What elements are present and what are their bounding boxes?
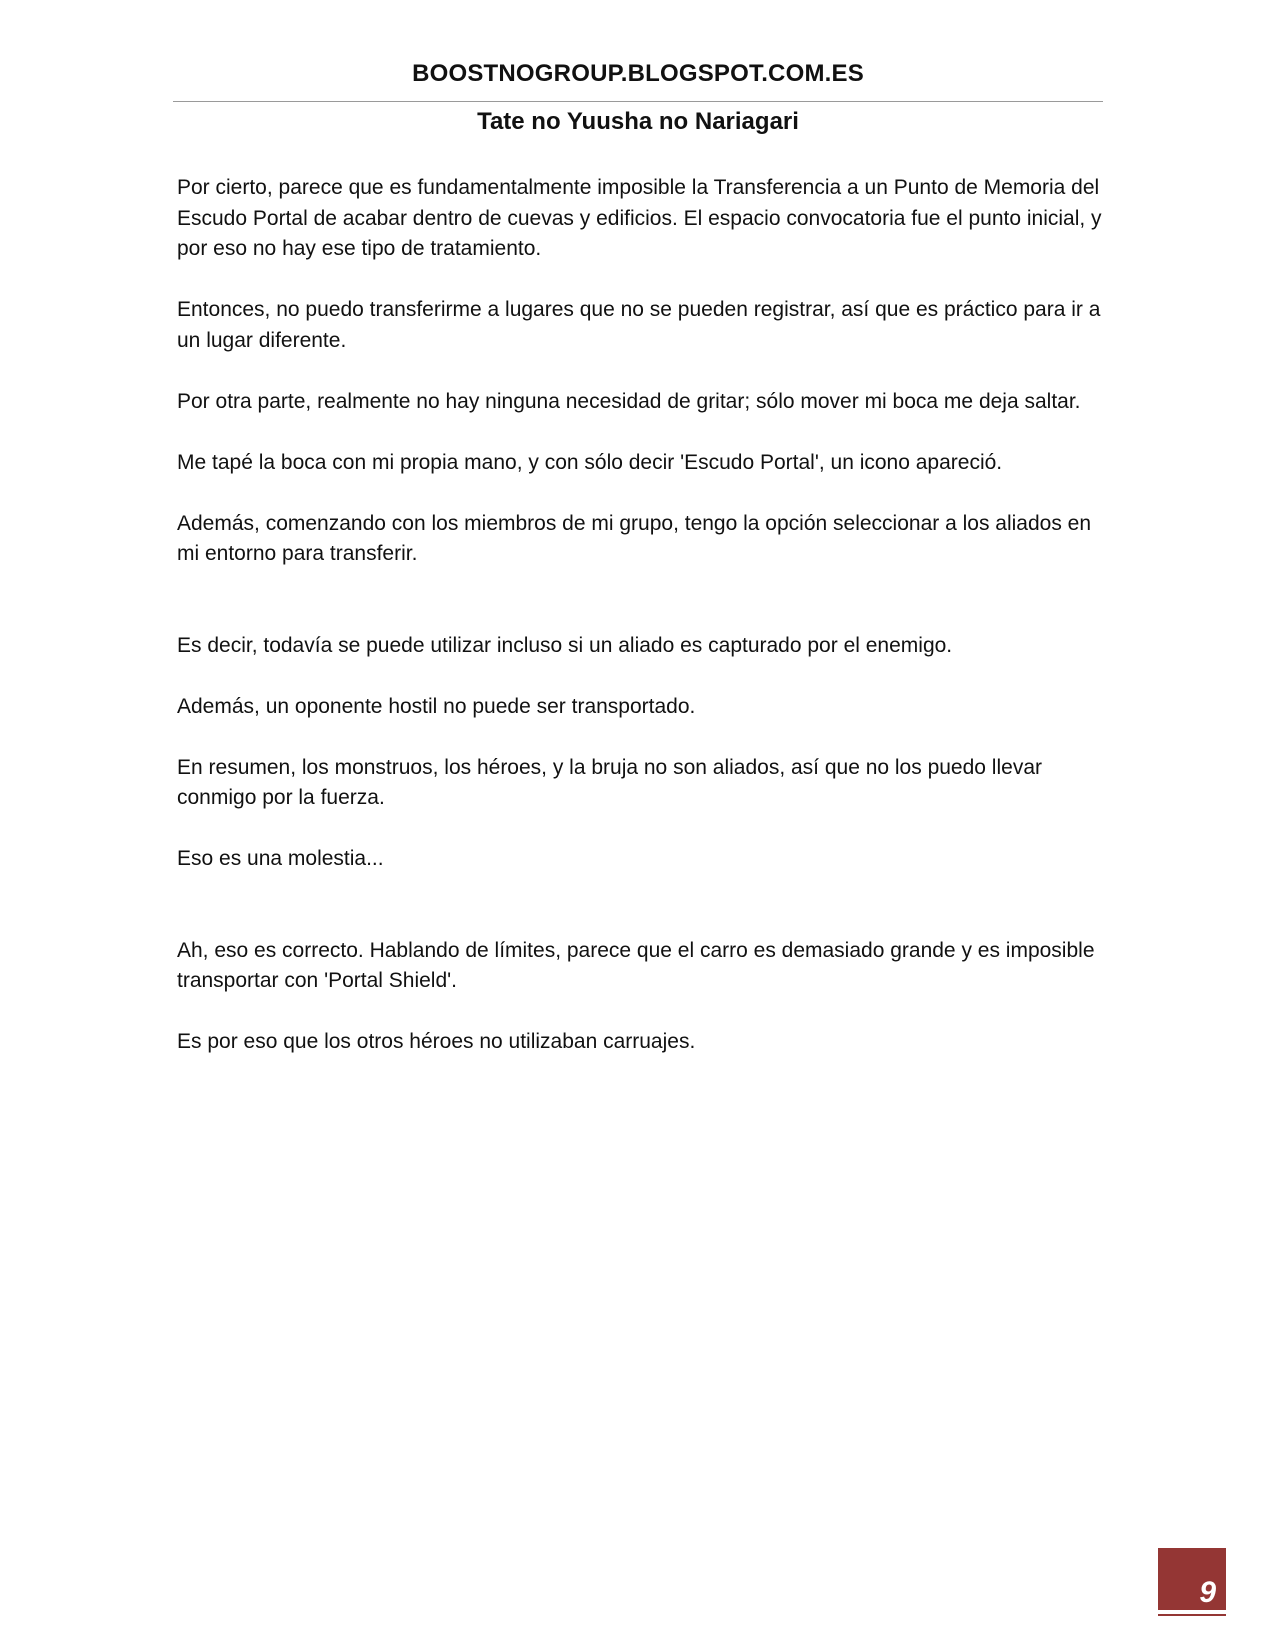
page-number: 9: [1199, 1576, 1216, 1609]
header-divider: [173, 101, 1103, 102]
paragraph: En resumen, los monstruos, los héroes, y la bruja no son aliados, así que no los puedo llevar conmigo por la fuerza.: [177, 755, 1042, 809]
paragraph: Es por eso que los otros héroes no utilizaban carruajes.: [177, 1030, 696, 1053]
paragraph: Además, un oponente hostil no puede ser transportado.: [177, 694, 696, 718]
document-title: Tate no Yuusha no Nariagari: [477, 108, 799, 135]
paragraph: Me tapé la boca con mi propia mano, y con sólo decir 'Escudo Portal', un icono apareció.: [177, 450, 1003, 474]
paragraph: Por otra parte, realmente no hay ninguna necesidad de gritar; sólo mover mi boca me deja saltar.: [177, 389, 1081, 413]
paragraph: Eso es una molestia...: [177, 847, 384, 870]
paragraph: Entonces, no puedo transferirme a lugares que no se pueden registrar, así que es práctico para ir a un lugar diferente.: [177, 298, 1101, 352]
page-number-badge: [1158, 1548, 1226, 1610]
paragraph: Además, comenzando con los miembros de mi grupo, tengo la opción seleccionar a los aliados en mi entorno para transferir.: [177, 511, 1092, 565]
site-header: BOOSTNOGROUP.BLOGSPOT.COM.ES: [412, 60, 864, 87]
body-text: [177, 173, 1107, 1088]
paragraph: Es decir, todavía se puede utilizar incluso si un aliado es capturado por el enemigo.: [177, 633, 953, 657]
badge-underline: [1158, 1614, 1226, 1616]
paragraph: Ah, eso es correcto. Hablando de límites, parece que el carro es demasiado grande y es imposible transportar con 'Portal Shield'.: [177, 938, 1095, 992]
paragraph: Por cierto, parece que es fundamentalmente imposible la Transferencia a un Punto de Memoria del Escudo Portal de acabar dentro de cuevas y edificios. El espacio convocatoria fue el punto inicial, y por eso no hay ese tipo de tratamiento.: [177, 176, 1102, 260]
